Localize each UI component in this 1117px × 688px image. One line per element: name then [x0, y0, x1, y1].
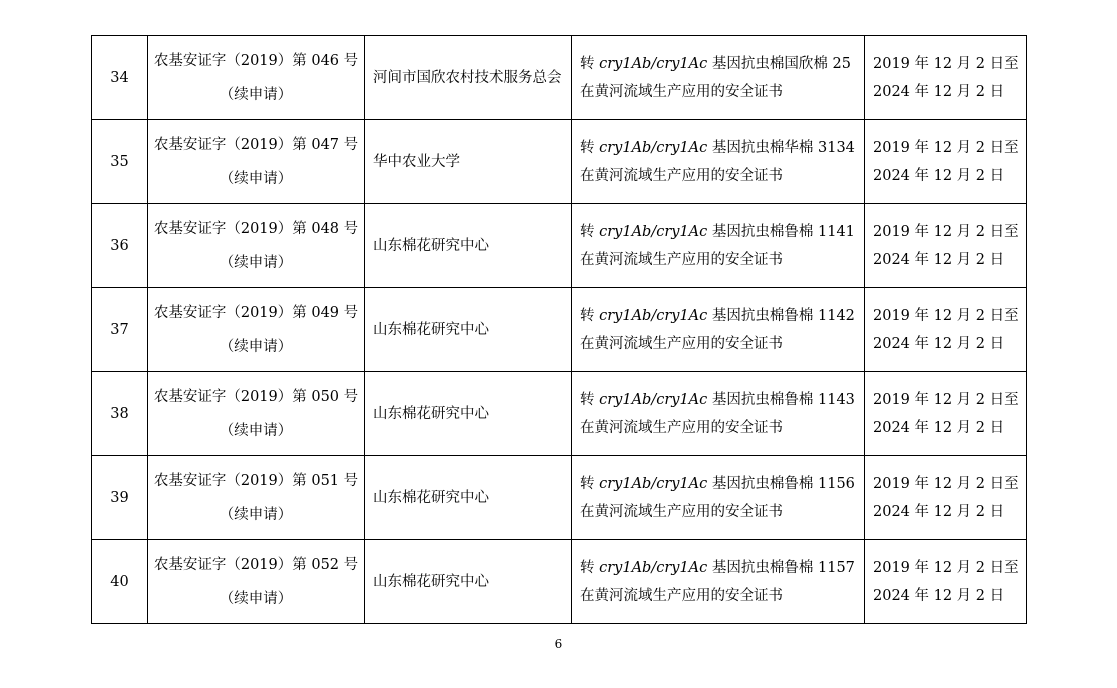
- certificate-name-cell: [572, 372, 865, 456]
- validity-end: 2024 年 12 月 2 日: [873, 503, 1005, 520]
- validity-period-cell: [865, 540, 1027, 624]
- table-row: [92, 456, 1027, 540]
- gene-name: cry1Ab/cry1Ac: [599, 139, 708, 156]
- certificate-name-line1: [580, 386, 860, 414]
- certificate-table: [91, 35, 1027, 624]
- validity-end: 2024 年 12 月 2 日: [873, 419, 1005, 436]
- certificate-number: 农基安证字（2019）第 047 号: [153, 136, 359, 153]
- table-row: [92, 120, 1027, 204]
- certificate-number: 农基安证字（2019）第 046 号: [153, 52, 359, 69]
- row-number: 39: [92, 456, 148, 540]
- certificate-name-line1: [580, 470, 860, 498]
- name-suffix: 基因抗虫棉鲁棉 1157: [707, 559, 855, 576]
- name-prefix: 转: [580, 223, 600, 240]
- certificate-number: 农基安证字（2019）第 050 号: [153, 388, 359, 405]
- validity-period-cell: [865, 204, 1027, 288]
- table-row: [92, 204, 1027, 288]
- certificate-number-cell: [148, 456, 365, 540]
- gene-name: cry1Ab/cry1Ac: [599, 475, 708, 492]
- certificate-name-line2: 在黄河流域生产应用的安全证书: [580, 251, 783, 268]
- renewal-note: （续申请）: [219, 86, 293, 103]
- validity-start: 2019 年 12 月 2 日至: [873, 55, 1019, 72]
- certificate-name-line1: [580, 554, 860, 582]
- certificate-name-cell: [572, 288, 865, 372]
- table-row: [92, 36, 1027, 120]
- table-body: [92, 36, 1027, 624]
- row-number: 40: [92, 540, 148, 624]
- certificate-number-cell: [148, 36, 365, 120]
- name-suffix: 基因抗虫棉华棉 3134: [707, 139, 855, 156]
- applicant-organization: 华中农业大学: [365, 120, 572, 204]
- renewal-note: （续申请）: [219, 422, 293, 439]
- applicant-organization: 山东棉花研究中心: [365, 456, 572, 540]
- page-number: 6: [554, 637, 563, 651]
- validity-start: 2019 年 12 月 2 日至: [873, 139, 1019, 156]
- certificate-number-cell: [148, 120, 365, 204]
- renewal-note: （续申请）: [219, 506, 293, 523]
- certificate-number-cell: [148, 204, 365, 288]
- name-prefix: 转: [580, 139, 600, 156]
- gene-name: cry1Ab/cry1Ac: [599, 391, 708, 408]
- row-number: 35: [92, 120, 148, 204]
- gene-name: cry1Ab/cry1Ac: [599, 559, 708, 576]
- gene-name: cry1Ab/cry1Ac: [599, 307, 708, 324]
- certificate-name-line2: 在黄河流域生产应用的安全证书: [580, 419, 783, 436]
- name-suffix: 基因抗虫棉国欣棉 25: [707, 55, 851, 72]
- table-row: [92, 540, 1027, 624]
- row-number: 37: [92, 288, 148, 372]
- validity-start: 2019 年 12 月 2 日至: [873, 559, 1019, 576]
- name-suffix: 基因抗虫棉鲁棉 1142: [707, 307, 855, 324]
- validity-end: 2024 年 12 月 2 日: [873, 587, 1005, 604]
- certificate-name-cell: [572, 456, 865, 540]
- name-suffix: 基因抗虫棉鲁棉 1156: [707, 475, 855, 492]
- gene-name: cry1Ab/cry1Ac: [599, 55, 708, 72]
- applicant-organization: 河间市国欣农村技术服务总会: [365, 36, 572, 120]
- validity-end: 2024 年 12 月 2 日: [873, 251, 1005, 268]
- certificate-name-line2: 在黄河流域生产应用的安全证书: [580, 335, 783, 352]
- certificate-name-line2: 在黄河流域生产应用的安全证书: [580, 83, 783, 100]
- certificate-name-cell: [572, 540, 865, 624]
- renewal-note: （续申请）: [219, 590, 293, 607]
- applicant-organization: 山东棉花研究中心: [365, 540, 572, 624]
- row-number: 36: [92, 204, 148, 288]
- gene-name: cry1Ab/cry1Ac: [599, 223, 708, 240]
- table-row: [92, 288, 1027, 372]
- renewal-note: （续申请）: [219, 170, 293, 187]
- name-suffix: 基因抗虫棉鲁棉 1141: [707, 223, 855, 240]
- validity-end: 2024 年 12 月 2 日: [873, 335, 1005, 352]
- certificate-name-line1: [580, 302, 860, 330]
- name-prefix: 转: [580, 475, 600, 492]
- validity-end: 2024 年 12 月 2 日: [873, 83, 1005, 100]
- applicant-organization: 山东棉花研究中心: [365, 372, 572, 456]
- row-number: 38: [92, 372, 148, 456]
- validity-period-cell: [865, 288, 1027, 372]
- certificate-name-line2: 在黄河流域生产应用的安全证书: [580, 503, 783, 520]
- name-prefix: 转: [580, 559, 600, 576]
- applicant-organization: 山东棉花研究中心: [365, 288, 572, 372]
- validity-start: 2019 年 12 月 2 日至: [873, 307, 1019, 324]
- validity-end: 2024 年 12 月 2 日: [873, 167, 1005, 184]
- table-row: [92, 372, 1027, 456]
- validity-start: 2019 年 12 月 2 日至: [873, 223, 1019, 240]
- name-prefix: 转: [580, 391, 600, 408]
- validity-period-cell: [865, 456, 1027, 540]
- certificate-number: 农基安证字（2019）第 052 号: [153, 556, 359, 573]
- certificate-name-line1: [580, 134, 860, 162]
- certificate-name-cell: [572, 120, 865, 204]
- validity-period-cell: [865, 36, 1027, 120]
- name-suffix: 基因抗虫棉鲁棉 1143: [707, 391, 855, 408]
- certificate-name-line2: 在黄河流域生产应用的安全证书: [580, 167, 783, 184]
- certificate-name-line2: 在黄河流域生产应用的安全证书: [580, 587, 783, 604]
- validity-start: 2019 年 12 月 2 日至: [873, 391, 1019, 408]
- certificate-number: 农基安证字（2019）第 049 号: [153, 304, 359, 321]
- certificate-number: 农基安证字（2019）第 051 号: [153, 472, 359, 489]
- certificate-name-line1: [580, 50, 860, 78]
- certificate-name-cell: [572, 204, 865, 288]
- certificate-number-cell: [148, 540, 365, 624]
- validity-start: 2019 年 12 月 2 日至: [873, 475, 1019, 492]
- certificate-number-cell: [148, 288, 365, 372]
- validity-period-cell: [865, 372, 1027, 456]
- certificate-name-line1: [580, 218, 860, 246]
- applicant-organization: 山东棉花研究中心: [365, 204, 572, 288]
- certificate-number-cell: [148, 372, 365, 456]
- certificate-name-cell: [572, 36, 865, 120]
- renewal-note: （续申请）: [219, 254, 293, 271]
- certificate-number: 农基安证字（2019）第 048 号: [153, 220, 359, 237]
- name-prefix: 转: [580, 307, 600, 324]
- validity-period-cell: [865, 120, 1027, 204]
- name-prefix: 转: [580, 55, 600, 72]
- renewal-note: （续申请）: [219, 338, 293, 355]
- row-number: 34: [92, 36, 148, 120]
